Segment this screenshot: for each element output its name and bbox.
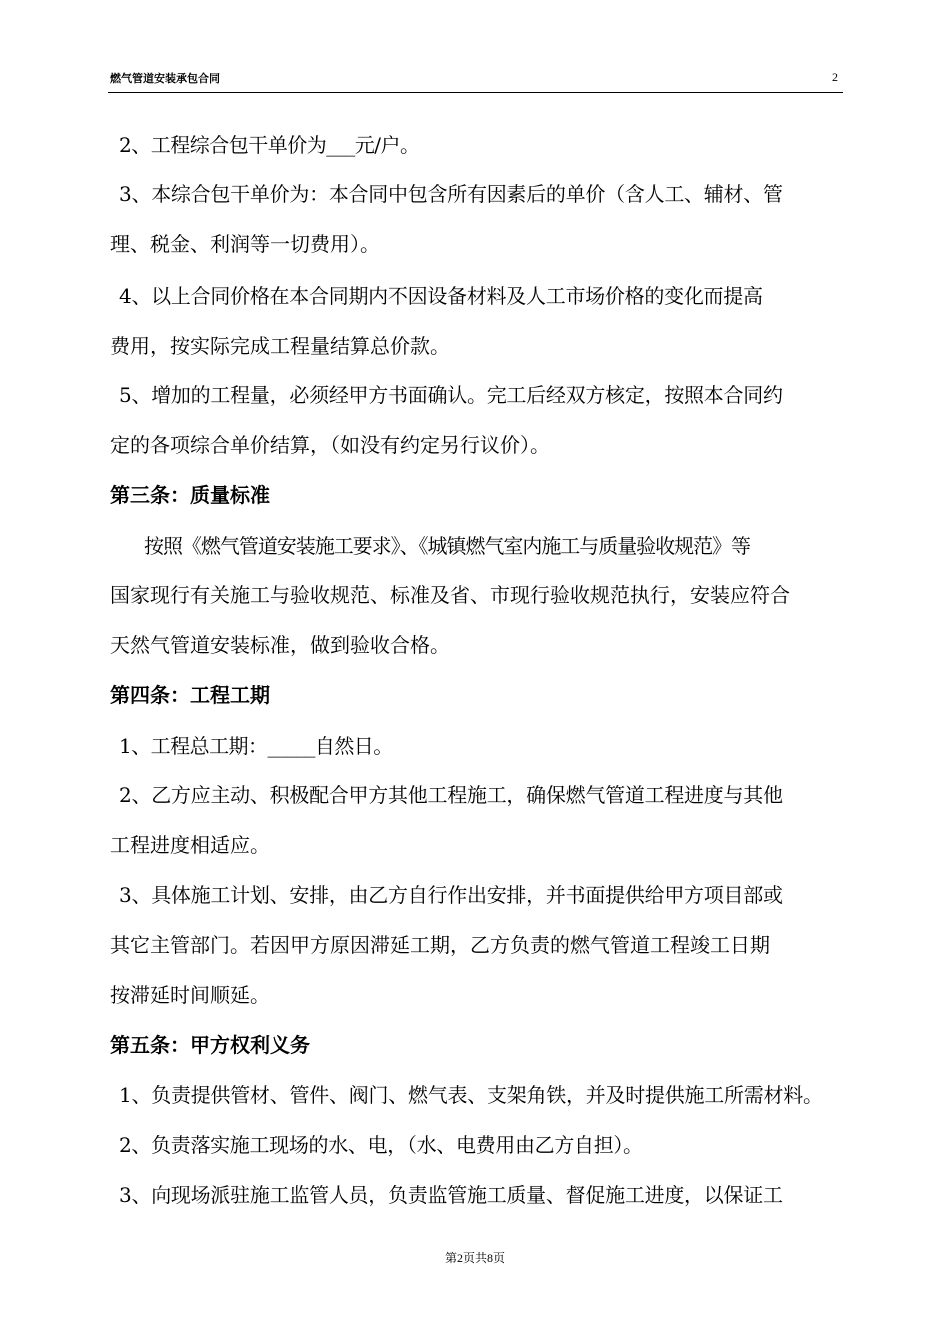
page-footer-indicator: 第2页共8页 [444,1251,505,1265]
clause-line: 2、工程综合包干单价为___元/户。 [119,133,420,157]
clause-line: 工程进度相适应。 [110,833,270,857]
section-heading: 第三条：质量标准 [110,483,270,507]
clause-line: 1、负责提供管材、管件、阀门、燃气表、支架角铁，并及时提供施工所需材料。 [119,1083,823,1107]
section-heading: 第五条：甲方权利义务 [110,1033,310,1057]
clause-line: 3、具体施工计划、安排，由乙方自行作出安排，并书面提供给甲方项目部或 [119,883,783,907]
clause-line: 费用，按实际完成工程量结算总价款。 [110,334,450,358]
header-page-number: 2 [832,70,838,84]
clause-line: 3、本综合包干单价为：本合同中包含所有因素后的单价（含人工、辅材、管 [119,182,783,206]
clause-line: 其它主管部门。若因甲方原因滞延工期，乙方负责的燃气管道工程竣工日期 [110,933,770,957]
paragraph-line: 国家现行有关施工与验收规范、标准及省、市现行验收规范执行，安装应符合 [110,583,790,607]
paragraph-line: 天然气管道安装标准，做到验收合格。 [110,633,450,657]
header-document-title: 燃气管道安装承包合同 [110,72,220,85]
clause-line: 按滞延时间顺延。 [110,983,270,1007]
header-divider [108,92,843,93]
clause-line: 理、税金、利润等一切费用）。 [110,232,380,256]
clause-line: 5、增加的工程量，必须经甲方书面确认。完工后经双方核定，按照本合同约 [119,383,783,407]
clause-line: 3、向现场派驻施工监管人员，负责监管施工质量、督促施工进度，以保证工 [119,1183,783,1207]
clause-line: 2、乙方应主动、积极配合甲方其他工程施工，确保燃气管道工程进度与其他 [119,783,783,807]
clause-line: 4、以上合同价格在本合同期内不因设备材料及人工市场价格的变化而提高 [119,284,763,308]
clause-line: 2、负责落实施工现场的水、电，（水、电费用由乙方自担）。 [119,1133,643,1157]
section-heading: 第四条：工程工期 [110,683,270,707]
clause-line: 定的各项综合单价结算，（如没有约定另行议价）。 [110,433,550,457]
clause-line: 1、工程总工期：_____自然日。 [119,734,393,758]
paragraph-line: 按照《燃气管道安装施工要求》、《城镇燃气室内施工与质量验收规范》等 [144,534,750,558]
